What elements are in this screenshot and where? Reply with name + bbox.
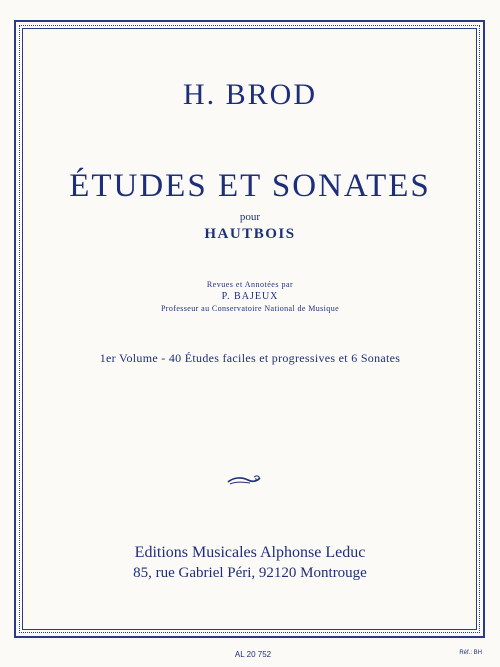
- revised-by-label: Revues et Annotées par: [206, 280, 294, 289]
- plate-number: AL 20 752: [234, 650, 272, 659]
- composer-name: H. BROD: [182, 78, 317, 111]
- scroll-ornament-icon: [226, 473, 262, 487]
- inner-border-frame: [22, 28, 477, 630]
- instrument-name: HAUTBOIS: [204, 226, 296, 242]
- for-label: pour: [239, 211, 261, 223]
- publisher-name: Editions Musicales Alphonse Leduc: [134, 544, 366, 561]
- volume-description: 1er Volume - 40 Études faciles et progressives et 6 Sonates: [99, 351, 401, 365]
- editor-role: Professeur au Conservatoire National de Musique: [160, 304, 340, 313]
- work-title: ÉTUDES ET SONATES: [69, 168, 431, 204]
- reference-code: Réf.: BH: [459, 650, 482, 656]
- editor-name: P. BAJEUX: [221, 291, 279, 302]
- publisher-address: 85, rue Gabriel Péri, 92120 Montrouge: [133, 565, 367, 581]
